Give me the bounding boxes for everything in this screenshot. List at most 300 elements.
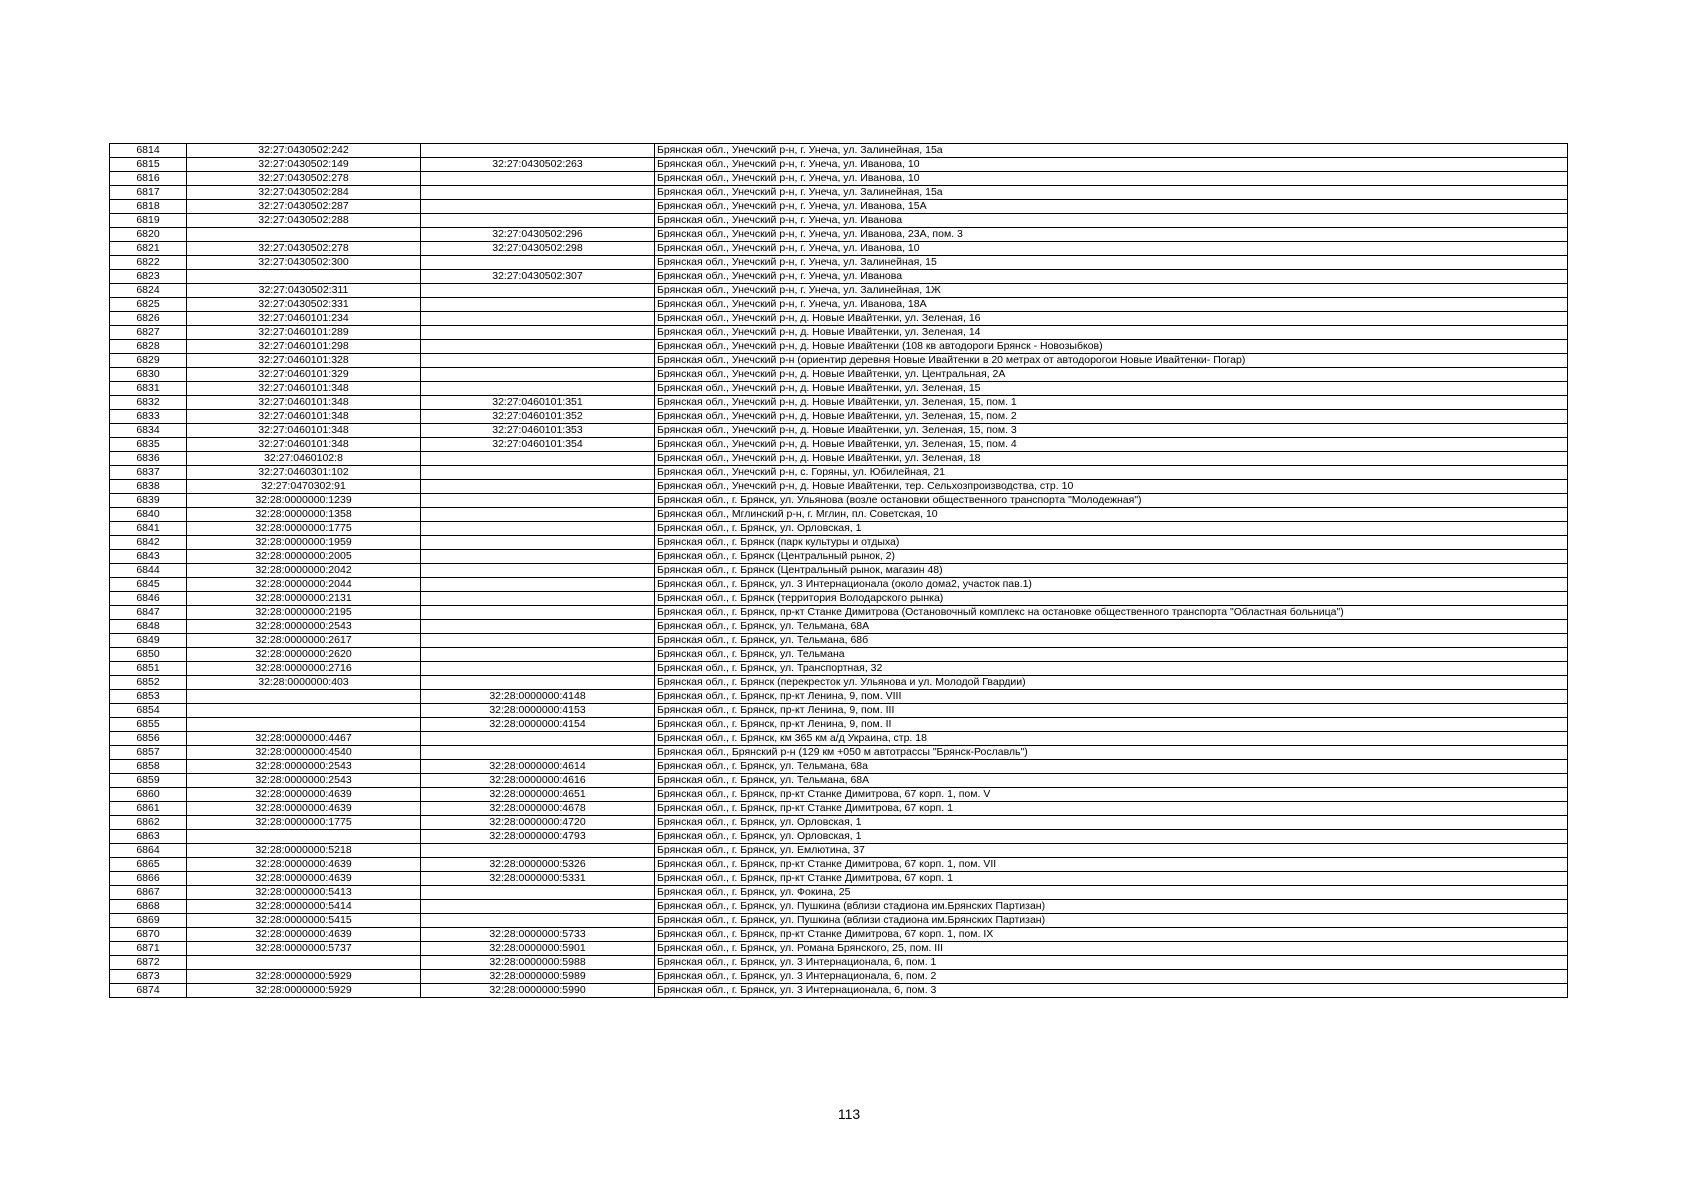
cadastral-number-cell: 32:28:0000000:4639 — [187, 802, 421, 816]
row-number-cell: 6861 — [110, 802, 187, 816]
address-cell: Брянская обл., Унечский р-н, г. Унеча, ул. Залинейная, 15а — [655, 186, 1568, 200]
table-row — [110, 340, 1568, 354]
object-cadastral-number-cell — [421, 592, 655, 606]
table-row — [110, 326, 1568, 340]
cadastral-number-cell: 32:28:0000000:1959 — [187, 536, 421, 550]
row-number-cell: 6856 — [110, 732, 187, 746]
address-cell: Брянская обл., г. Брянск, ул. Ульянова (возле остановки общественного транспорта "Молодежная") — [655, 494, 1568, 508]
row-number-cell: 6817 — [110, 186, 187, 200]
table-row — [110, 564, 1568, 578]
object-cadastral-number-cell — [421, 634, 655, 648]
row-number-cell: 6854 — [110, 704, 187, 718]
address-cell: Брянская обл., Унечский р-н, д. Новые Ивайтенки, тер. Сельхозпроизводства, стр. 10 — [655, 480, 1568, 494]
row-number-cell: 6825 — [110, 298, 187, 312]
row-number-cell: 6843 — [110, 550, 187, 564]
address-cell: Брянская обл., г. Брянск (парк культуры и отдыха) — [655, 536, 1568, 550]
object-cadastral-number-cell — [421, 452, 655, 466]
row-number-cell: 6855 — [110, 718, 187, 732]
object-cadastral-number-cell: 32:28:0000000:5988 — [421, 956, 655, 970]
row-number-cell: 6858 — [110, 760, 187, 774]
address-cell: Брянская обл., Унечский р-н, д. Новые Ивайтенки, ул. Зеленая, 15 — [655, 382, 1568, 396]
object-cadastral-number-cell — [421, 214, 655, 228]
cadastral-number-cell: 32:27:0460101:298 — [187, 340, 421, 354]
address-cell: Брянская обл., Унечский р-н, д. Новые Ивайтенки, ул. Зеленая, 16 — [655, 312, 1568, 326]
address-cell: Брянская обл., г. Брянск, ул. Орловская, 1 — [655, 816, 1568, 830]
address-cell: Брянская обл., г. Брянск (Центральный рынок, 2) — [655, 550, 1568, 564]
object-cadastral-number-cell — [421, 326, 655, 340]
table-row — [110, 284, 1568, 298]
address-cell: Брянская обл., Унечский р-н, г. Унеча, ул. Залинейная, 15 — [655, 256, 1568, 270]
table-row — [110, 158, 1568, 172]
address-cell: Брянская обл., Унечский р-н, г. Унеча, ул. Иванова, 10 — [655, 172, 1568, 186]
object-cadastral-number-cell: 32:27:0460101:351 — [421, 396, 655, 410]
cadastral-number-cell: 32:27:0460101:348 — [187, 424, 421, 438]
cadastral-number-cell — [187, 690, 421, 704]
cadastral-number-cell: 32:28:0000000:2617 — [187, 634, 421, 648]
row-number-cell: 6865 — [110, 858, 187, 872]
object-cadastral-number-cell — [421, 298, 655, 312]
row-number-cell: 6871 — [110, 942, 187, 956]
object-cadastral-number-cell: 32:27:0430502:263 — [421, 158, 655, 172]
table-row — [110, 984, 1568, 998]
row-number-cell: 6841 — [110, 522, 187, 536]
address-cell: Брянская обл., г. Брянск (Центральный рынок, магазин 48) — [655, 564, 1568, 578]
table-row — [110, 844, 1568, 858]
cadastral-number-cell — [187, 956, 421, 970]
object-cadastral-number-cell: 32:28:0000000:4793 — [421, 830, 655, 844]
object-cadastral-number-cell: 32:28:0000000:4148 — [421, 690, 655, 704]
table-row — [110, 396, 1568, 410]
table-row — [110, 298, 1568, 312]
table-row — [110, 200, 1568, 214]
object-cadastral-number-cell: 32:28:0000000:5331 — [421, 872, 655, 886]
row-number-cell: 6828 — [110, 340, 187, 354]
address-cell: Брянская обл., Брянский р-н (129 км +050 м автотрассы "Брянск-Рославль") — [655, 746, 1568, 760]
address-cell: Брянская обл., Унечский р-н, г. Унеча, ул. Иванова, 10 — [655, 158, 1568, 172]
row-number-cell: 6820 — [110, 228, 187, 242]
table-row — [110, 578, 1568, 592]
row-number-cell: 6857 — [110, 746, 187, 760]
row-number-cell: 6835 — [110, 438, 187, 452]
table-row — [110, 438, 1568, 452]
table-row — [110, 214, 1568, 228]
address-cell: Брянская обл., г. Брянск, ул. Тельмана — [655, 648, 1568, 662]
address-cell: Брянская обл., г. Брянск, пр-кт Станке Димитрова, 67 корп. 1, пом. V — [655, 788, 1568, 802]
table-row — [110, 494, 1568, 508]
cadastral-number-cell: 32:28:0000000:4639 — [187, 928, 421, 942]
row-number-cell: 6833 — [110, 410, 187, 424]
row-number-cell: 6838 — [110, 480, 187, 494]
address-cell: Брянская обл., Унечский р-н, д. Новые Ивайтенки, ул. Зеленая, 15, пом. 3 — [655, 424, 1568, 438]
address-cell: Брянская обл., г. Брянск, ул. Пушкина (вблизи стадиона им.Брянских Партизан) — [655, 914, 1568, 928]
address-cell: Брянская обл., Унечский р-н, г. Унеча, ул. Иванова, 10 — [655, 242, 1568, 256]
object-cadastral-number-cell — [421, 732, 655, 746]
object-cadastral-number-cell — [421, 172, 655, 186]
cadastral-number-cell: 32:28:0000000:1775 — [187, 816, 421, 830]
object-cadastral-number-cell — [421, 536, 655, 550]
table-row — [110, 480, 1568, 494]
address-cell: Брянская обл., г. Брянск, пр-кт Станке Димитрова, 67 корп. 1 — [655, 802, 1568, 816]
table-row — [110, 270, 1568, 284]
row-number-cell: 6873 — [110, 970, 187, 984]
cadastral-number-cell: 32:28:0000000:5929 — [187, 984, 421, 998]
address-cell: Брянская обл., г. Брянск, ул. Орловская, 1 — [655, 830, 1568, 844]
table-row — [110, 536, 1568, 550]
row-number-cell: 6844 — [110, 564, 187, 578]
object-cadastral-number-cell — [421, 186, 655, 200]
row-number-cell: 6837 — [110, 466, 187, 480]
cadastral-number-cell: 32:27:0430502:300 — [187, 256, 421, 270]
table-row — [110, 172, 1568, 186]
object-cadastral-number-cell: 32:28:0000000:4720 — [421, 816, 655, 830]
object-cadastral-number-cell: 32:27:0460101:354 — [421, 438, 655, 452]
row-number-cell: 6869 — [110, 914, 187, 928]
object-cadastral-number-cell — [421, 480, 655, 494]
cadastral-number-cell: 32:28:0000000:2195 — [187, 606, 421, 620]
row-number-cell: 6848 — [110, 620, 187, 634]
cadastral-number-cell: 32:28:0000000:5414 — [187, 900, 421, 914]
table-row — [110, 690, 1568, 704]
object-cadastral-number-cell: 32:28:0000000:5990 — [421, 984, 655, 998]
address-cell: Брянская обл., Унечский р-н, г. Унеча, ул. Иванова — [655, 270, 1568, 284]
object-cadastral-number-cell: 32:27:0430502:298 — [421, 242, 655, 256]
cadastral-number-cell: 32:28:0000000:5929 — [187, 970, 421, 984]
cadastral-number-cell: 32:28:0000000:4639 — [187, 872, 421, 886]
address-cell: Брянская обл., Унечский р-н, г. Унеча, ул. Иванова — [655, 214, 1568, 228]
address-cell: Брянская обл., г. Брянск, км 365 км а/д Украина, стр. 18 — [655, 732, 1568, 746]
cadastral-number-cell: 32:27:0460101:328 — [187, 354, 421, 368]
cadastral-number-cell: 32:28:0000000:5737 — [187, 942, 421, 956]
table-row — [110, 914, 1568, 928]
address-cell: Брянская обл., г. Брянск, ул. Фокина, 25 — [655, 886, 1568, 900]
object-cadastral-number-cell: 32:28:0000000:5989 — [421, 970, 655, 984]
object-cadastral-number-cell — [421, 340, 655, 354]
object-cadastral-number-cell: 32:27:0430502:307 — [421, 270, 655, 284]
table-row — [110, 942, 1568, 956]
address-cell: Брянская обл., Унечский р-н, г. Унеча, ул. Иванова, 23А, пом. 3 — [655, 228, 1568, 242]
table-row — [110, 662, 1568, 676]
table-row — [110, 606, 1568, 620]
cadastral-number-cell: 32:27:0430502:278 — [187, 172, 421, 186]
address-cell: Брянская обл., Унечский р-н (ориентир деревня Новые Ивайтенки в 20 метрах от автодорогои Новые Ивайтенки- Погар) — [655, 354, 1568, 368]
object-cadastral-number-cell — [421, 844, 655, 858]
table-row — [110, 522, 1568, 536]
cadastral-number-cell: 32:27:0430502:242 — [187, 144, 421, 158]
cadastral-number-cell: 32:27:0430502:284 — [187, 186, 421, 200]
row-number-cell: 6819 — [110, 214, 187, 228]
row-number-cell: 6847 — [110, 606, 187, 620]
cadastral-number-cell: 32:27:0430502:288 — [187, 214, 421, 228]
table-row — [110, 886, 1568, 900]
cadastral-number-cell — [187, 228, 421, 242]
cadastral-number-cell: 32:27:0430502:311 — [187, 284, 421, 298]
table-row — [110, 508, 1568, 522]
table-row — [110, 732, 1568, 746]
cadastral-number-cell: 32:28:0000000:2716 — [187, 662, 421, 676]
row-number-cell: 6849 — [110, 634, 187, 648]
cadastral-number-cell: 32:28:0000000:4639 — [187, 788, 421, 802]
table-row — [110, 774, 1568, 788]
address-cell: Брянская обл., Унечский р-н, г. Унеча, ул. Залинейная, 15а — [655, 144, 1568, 158]
cadastral-number-cell — [187, 270, 421, 284]
cadastral-number-cell: 32:28:0000000:2005 — [187, 550, 421, 564]
row-number-cell: 6814 — [110, 144, 187, 158]
table-row — [110, 634, 1568, 648]
table-row — [110, 872, 1568, 886]
object-cadastral-number-cell: 32:27:0460101:353 — [421, 424, 655, 438]
row-number-cell: 6818 — [110, 200, 187, 214]
row-number-cell: 6826 — [110, 312, 187, 326]
cadastral-number-cell: 32:27:0470302:91 — [187, 480, 421, 494]
row-number-cell: 6862 — [110, 816, 187, 830]
row-number-cell: 6815 — [110, 158, 187, 172]
cadastral-number-cell: 32:28:0000000:4540 — [187, 746, 421, 760]
cadastral-number-cell: 32:27:0460101:348 — [187, 410, 421, 424]
table-row — [110, 368, 1568, 382]
row-number-cell: 6830 — [110, 368, 187, 382]
row-number-cell: 6853 — [110, 690, 187, 704]
address-cell: Брянская обл., г. Брянск, ул. Емлютина, 37 — [655, 844, 1568, 858]
address-cell: Брянская обл., г. Брянск, пр-кт Станке Димитрова, 67 корп. 1 — [655, 872, 1568, 886]
row-number-cell: 6867 — [110, 886, 187, 900]
row-number-cell: 6845 — [110, 578, 187, 592]
object-cadastral-number-cell — [421, 648, 655, 662]
address-cell: Брянская обл., г. Брянск, ул. Орловская, 1 — [655, 522, 1568, 536]
address-cell: Брянская обл., г. Брянск, ул. 3 Интернационала, 6, пом. 2 — [655, 970, 1568, 984]
table-row — [110, 312, 1568, 326]
address-cell: Брянская обл., Унечский р-н, с. Горяны, ул. Юбилейная, 21 — [655, 466, 1568, 480]
address-cell: Брянская обл., Унечский р-н, д. Новые Ивайтенки, ул. Зеленая, 15, пом. 1 — [655, 396, 1568, 410]
object-cadastral-number-cell — [421, 494, 655, 508]
row-number-cell: 6824 — [110, 284, 187, 298]
row-number-cell: 6840 — [110, 508, 187, 522]
object-cadastral-number-cell: 32:28:0000000:4678 — [421, 802, 655, 816]
row-number-cell: 6834 — [110, 424, 187, 438]
address-cell: Брянская обл., г. Брянск, ул. 3 Интернационала (около дома2, участок пав.1) — [655, 578, 1568, 592]
row-number-cell: 6868 — [110, 900, 187, 914]
table-row — [110, 466, 1568, 480]
address-cell: Брянская обл., г. Брянск, ул. 3 Интернационала, 6, пом. 1 — [655, 956, 1568, 970]
table-row — [110, 592, 1568, 606]
address-cell: Брянская обл., г. Брянск, пр-кт Станке Димитрова, 67 корп. 1, пом. VII — [655, 858, 1568, 872]
row-number-cell: 6850 — [110, 648, 187, 662]
object-cadastral-number-cell — [421, 914, 655, 928]
object-cadastral-number-cell — [421, 312, 655, 326]
address-cell: Брянская обл., г. Брянск, пр-кт Ленина, 9, пом. II — [655, 718, 1568, 732]
cadastral-number-cell: 32:28:0000000:5413 — [187, 886, 421, 900]
address-cell: Брянская обл., Унечский р-н, д. Новые Ивайтенки (108 кв автодороги Брянск - Новозыбков) — [655, 340, 1568, 354]
object-cadastral-number-cell: 32:28:0000000:5326 — [421, 858, 655, 872]
table-row — [110, 424, 1568, 438]
row-number-cell: 6821 — [110, 242, 187, 256]
table-row — [110, 228, 1568, 242]
address-cell: Брянская обл., г. Брянск, ул. Романа Брянского, 25, пом. III — [655, 942, 1568, 956]
row-number-cell: 6827 — [110, 326, 187, 340]
table-row — [110, 900, 1568, 914]
table-row — [110, 382, 1568, 396]
table-row — [110, 802, 1568, 816]
object-cadastral-number-cell — [421, 900, 655, 914]
row-number-cell: 6851 — [110, 662, 187, 676]
row-number-cell: 6870 — [110, 928, 187, 942]
cadastral-number-cell: 32:28:0000000:2543 — [187, 774, 421, 788]
object-cadastral-number-cell — [421, 620, 655, 634]
address-cell: Брянская обл., г. Брянск, ул. Пушкина (вблизи стадиона им.Брянских Партизан) — [655, 900, 1568, 914]
object-cadastral-number-cell — [421, 564, 655, 578]
object-cadastral-number-cell: 32:28:0000000:4153 — [421, 704, 655, 718]
table-row — [110, 830, 1568, 844]
object-cadastral-number-cell — [421, 606, 655, 620]
row-number-cell: 6816 — [110, 172, 187, 186]
object-cadastral-number-cell: 32:28:0000000:4651 — [421, 788, 655, 802]
cadastral-number-cell: 32:28:0000000:2543 — [187, 760, 421, 774]
table-row — [110, 788, 1568, 802]
object-cadastral-number-cell — [421, 354, 655, 368]
object-cadastral-number-cell — [421, 550, 655, 564]
table-row — [110, 718, 1568, 732]
row-number-cell: 6874 — [110, 984, 187, 998]
table-row — [110, 410, 1568, 424]
address-cell: Брянская обл., Унечский р-н, д. Новые Ивайтенки, ул. Зеленая, 14 — [655, 326, 1568, 340]
row-number-cell: 6846 — [110, 592, 187, 606]
cadastral-number-cell: 32:27:0460101:234 — [187, 312, 421, 326]
object-cadastral-number-cell — [421, 662, 655, 676]
address-cell: Брянская обл., г. Брянск, ул. Тельмана, 68А — [655, 620, 1568, 634]
table-row — [110, 620, 1568, 634]
row-number-cell: 6852 — [110, 676, 187, 690]
page-number: 113 — [837, 1106, 861, 1122]
row-number-cell: 6859 — [110, 774, 187, 788]
cadastral-number-cell: 32:28:0000000:2042 — [187, 564, 421, 578]
cadastral-number-cell: 32:28:0000000:2543 — [187, 620, 421, 634]
row-number-cell: 6864 — [110, 844, 187, 858]
address-cell: Брянская обл., г. Брянск, ул. Тельмана, 68а — [655, 760, 1568, 774]
object-cadastral-number-cell: 32:28:0000000:4616 — [421, 774, 655, 788]
cadastral-number-cell: 32:27:0430502:287 — [187, 200, 421, 214]
table-row — [110, 550, 1568, 564]
row-number-cell: 6863 — [110, 830, 187, 844]
row-number-cell: 6832 — [110, 396, 187, 410]
cadastral-number-cell: 32:27:0430502:331 — [187, 298, 421, 312]
cadastral-number-cell: 32:28:0000000:403 — [187, 676, 421, 690]
object-cadastral-number-cell: 32:28:0000000:5901 — [421, 942, 655, 956]
cadastral-number-cell: 32:28:0000000:2620 — [187, 648, 421, 662]
address-cell: Брянская обл., г. Брянск, пр-кт Станке Димитрова, 67 корп. 1, пом. IX — [655, 928, 1568, 942]
row-number-cell: 6842 — [110, 536, 187, 550]
object-cadastral-number-cell: 32:28:0000000:4614 — [421, 760, 655, 774]
address-cell: Брянская обл., г. Брянск, пр-кт Станке Димитрова (Остановочный комплекс на остановке общественного транспорта "Областная больница") — [655, 606, 1568, 620]
row-number-cell: 6829 — [110, 354, 187, 368]
table-row — [110, 746, 1568, 760]
registry-table — [109, 143, 1568, 998]
table-row — [110, 704, 1568, 718]
table-row — [110, 970, 1568, 984]
cadastral-number-cell — [187, 704, 421, 718]
cadastral-number-cell — [187, 718, 421, 732]
row-number-cell: 6831 — [110, 382, 187, 396]
cadastral-number-cell: 32:28:0000000:1239 — [187, 494, 421, 508]
address-cell: Брянская обл., г. Брянск, ул. Тельмана, 68б — [655, 634, 1568, 648]
object-cadastral-number-cell — [421, 676, 655, 690]
object-cadastral-number-cell: 32:27:0460101:352 — [421, 410, 655, 424]
cadastral-number-cell: 32:27:0460101:329 — [187, 368, 421, 382]
row-number-cell: 6860 — [110, 788, 187, 802]
registry-body — [110, 144, 1568, 998]
table-row — [110, 760, 1568, 774]
table-row — [110, 354, 1568, 368]
row-number-cell: 6822 — [110, 256, 187, 270]
object-cadastral-number-cell: 32:28:0000000:5733 — [421, 928, 655, 942]
cadastral-number-cell: 32:27:0460101:289 — [187, 326, 421, 340]
object-cadastral-number-cell — [421, 886, 655, 900]
object-cadastral-number-cell: 32:27:0430502:296 — [421, 228, 655, 242]
cadastral-number-cell: 32:28:0000000:5218 — [187, 844, 421, 858]
object-cadastral-number-cell — [421, 508, 655, 522]
address-cell: Брянская обл., г. Брянск, пр-кт Ленина, 9, пом. III — [655, 704, 1568, 718]
cadastral-number-cell: 32:27:0460102:8 — [187, 452, 421, 466]
row-number-cell: 6836 — [110, 452, 187, 466]
address-cell: Брянская обл., г. Брянск (территория Володарского рынка) — [655, 592, 1568, 606]
address-cell: Брянская обл., г. Брянск, пр-кт Ленина, 9, пом. VIII — [655, 690, 1568, 704]
row-number-cell: 6839 — [110, 494, 187, 508]
address-cell: Брянская обл., г. Брянск, ул. Тельмана, 68А — [655, 774, 1568, 788]
address-cell: Брянская обл., Унечский р-н, д. Новые Ивайтенки, ул. Зеленая, 15, пом. 4 — [655, 438, 1568, 452]
cadastral-number-cell: 32:27:0460101:348 — [187, 396, 421, 410]
cadastral-number-cell: 32:27:0460301:102 — [187, 466, 421, 480]
address-cell: Брянская обл., г. Брянск, ул. 3 Интернационала, 6, пом. 3 — [655, 984, 1568, 998]
cadastral-number-cell: 32:27:0430502:278 — [187, 242, 421, 256]
address-cell: Брянская обл., Унечский р-н, г. Унеча, ул. Иванова, 18А — [655, 298, 1568, 312]
table-row — [110, 928, 1568, 942]
object-cadastral-number-cell — [421, 200, 655, 214]
address-cell: Брянская обл., Мглинский р-н, г. Мглин, пл. Советская, 10 — [655, 508, 1568, 522]
object-cadastral-number-cell — [421, 522, 655, 536]
cadastral-number-cell: 32:27:0460101:348 — [187, 382, 421, 396]
table-row — [110, 956, 1568, 970]
table-row — [110, 144, 1568, 158]
object-cadastral-number-cell — [421, 284, 655, 298]
table-row — [110, 256, 1568, 270]
cadastral-number-cell: 32:28:0000000:4467 — [187, 732, 421, 746]
address-cell: Брянская обл., Унечский р-н, д. Новые Ивайтенки, ул. Зеленая, 15, пом. 2 — [655, 410, 1568, 424]
cadastral-number-cell: 32:28:0000000:2131 — [187, 592, 421, 606]
cadastral-number-cell: 32:27:0430502:149 — [187, 158, 421, 172]
object-cadastral-number-cell: 32:28:0000000:4154 — [421, 718, 655, 732]
object-cadastral-number-cell — [421, 256, 655, 270]
row-number-cell: 6823 — [110, 270, 187, 284]
address-cell: Брянская обл., г. Брянск, ул. Транспортная, 32 — [655, 662, 1568, 676]
address-cell: Брянская обл., г. Брянск (перекресток ул. Ульянова и ул. Молодой Гвардии) — [655, 676, 1568, 690]
table-row — [110, 858, 1568, 872]
table-row — [110, 648, 1568, 662]
object-cadastral-number-cell — [421, 382, 655, 396]
object-cadastral-number-cell — [421, 746, 655, 760]
object-cadastral-number-cell — [421, 466, 655, 480]
table-row — [110, 676, 1568, 690]
object-cadastral-number-cell — [421, 368, 655, 382]
cadastral-number-cell — [187, 830, 421, 844]
address-cell: Брянская обл., Унечский р-н, г. Унеча, ул. Иванова, 15А — [655, 200, 1568, 214]
cadastral-number-cell: 32:28:0000000:2044 — [187, 578, 421, 592]
table-row — [110, 452, 1568, 466]
table-row — [110, 242, 1568, 256]
table-row — [110, 186, 1568, 200]
row-number-cell: 6866 — [110, 872, 187, 886]
cadastral-number-cell: 32:28:0000000:4639 — [187, 858, 421, 872]
table-row — [110, 816, 1568, 830]
cadastral-number-cell: 32:27:0460101:348 — [187, 438, 421, 452]
cadastral-number-cell: 32:28:0000000:1358 — [187, 508, 421, 522]
